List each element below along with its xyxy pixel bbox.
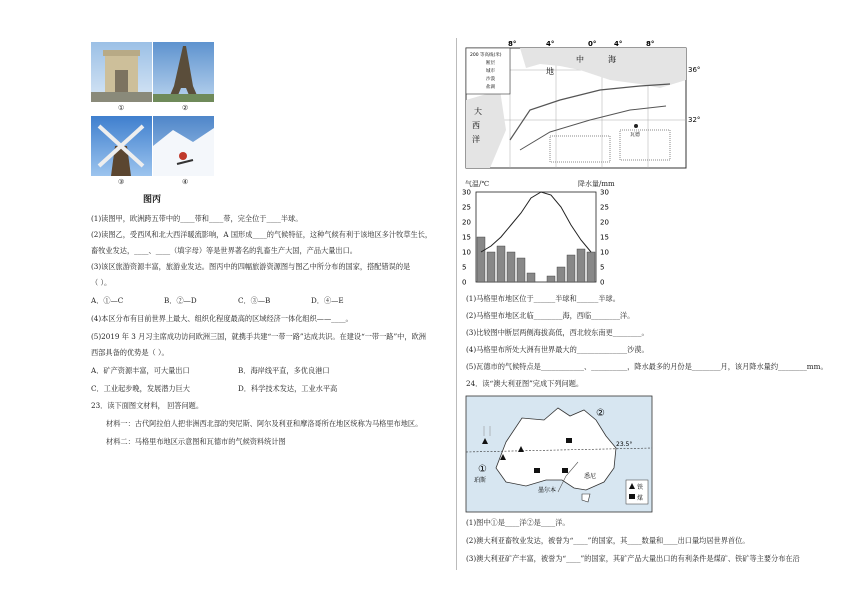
aus-ocean-1: ①: [478, 464, 487, 475]
photo-label-4: ④: [182, 178, 189, 186]
photo-label-1: ①: [118, 104, 125, 112]
precip-bar: [507, 252, 515, 282]
choice-q3-c: C．③—B: [238, 296, 271, 305]
photo-windmill: [91, 116, 152, 176]
map-lon-1: 8°: [508, 40, 517, 48]
y-tick-right: 25: [600, 203, 609, 212]
q-line-4: (3)该区旅游资源丰富，旅游业发达。图丙中的四幅旅游资源图与图乙中所分布的国家，搭配错误的是: [91, 262, 411, 271]
aus-tropic: 23.5°: [616, 441, 633, 448]
climate-chart: [460, 188, 620, 292]
q-line-5: （ ）。: [91, 278, 112, 287]
y-tick-right: 20: [600, 218, 609, 227]
precip-bar: [567, 255, 575, 282]
q24-title: 24．读“澳大利亚图”完成下列问题。: [466, 379, 584, 388]
aus-ocean-2: ②: [596, 408, 605, 419]
q23-material-2: 材料二：马格里布地区示意图和瓦德市的气候资料统计图: [106, 437, 286, 446]
precip-bar: [557, 267, 565, 282]
map-lon-3: 0°: [588, 40, 597, 48]
choice-q3-a: A．①—C: [91, 296, 124, 305]
y-tick-right: 30: [600, 188, 609, 197]
choice-q5-b: B．海岸线平直，多优良港口: [238, 366, 330, 375]
aus-legend-coal: 煤: [637, 495, 644, 502]
choice-q5-d: D．科学技术发达，工业水平高: [238, 384, 338, 393]
map-label-hai: 海: [608, 55, 616, 64]
map-label-di: 地: [546, 67, 554, 76]
aus-city-melbourne: 墨尔本: [538, 487, 557, 494]
map-label-yang: 洋: [472, 135, 480, 144]
q23-3: (3)比较图中断层两侧海拔高低，西北较东南更________。: [466, 328, 649, 337]
y-tick-left: 10: [462, 248, 471, 257]
precip-bar: [547, 276, 555, 282]
photo-eiffel-tower: [153, 42, 214, 102]
q23-title: 23．读下面图文材料， 回答问题。: [91, 401, 204, 410]
map-lat-1: 36°: [688, 66, 701, 74]
maghreb-map: [460, 40, 701, 172]
q23-material-1: 材料一：古代阿拉伯人把非洲西北部的突尼斯、阿尔及利亚和摩洛哥所在地区统称为马格里布地区。: [106, 419, 423, 428]
q-line-2: (2)读图乙，受西风和北大西洋暖流影响，A 国形成____的气候特征，这种气候有利于该地区多汁牧草生长，: [91, 230, 433, 239]
map-lon-4: 4°: [614, 40, 623, 48]
map-legend-2: 断层: [486, 61, 495, 66]
precip-bar: [477, 237, 485, 282]
column-divider: [456, 38, 457, 570]
aus-legend-iron: 铁: [637, 484, 644, 491]
y-tick-left: 0: [462, 278, 467, 287]
australia-map: [466, 396, 652, 512]
precip-bar: [497, 246, 505, 282]
figure-caption: 图丙: [143, 195, 162, 205]
map-lon-5: 8°: [646, 40, 655, 48]
photo-ski: [153, 116, 214, 176]
q-line-8: 西部具备的优势是（ ）。: [91, 348, 169, 357]
map-label-xi: 西: [472, 121, 480, 130]
choice-q3-b: B．②—D: [164, 296, 197, 305]
q24-3: (3)澳大利亚矿产丰富，被誉为“____”的国家，其矿产品大量出口的有利条件是煤矿、铁矿等主要分布在沿: [466, 554, 800, 563]
precip-bar: [587, 252, 595, 282]
q-line-6: (4)本区分布有目前世界上最大、组织化程度最高的区域经济一体化组织——____。: [91, 314, 353, 323]
y-tick-right: 15: [600, 233, 609, 242]
map-label-zhong: 中: [576, 55, 584, 64]
choice-q5-c: C．工业起步晚，发展潜力巨大: [91, 384, 190, 393]
q-line-1: (1)读图甲，欧洲跨五带中的____带和____带，完全位于____半球。: [91, 214, 303, 223]
q23-2: (2)马格里布地区北临________海，西临________洋。: [466, 311, 635, 320]
y-tick-left: 5: [462, 263, 467, 272]
q24-2: (2)澳大利亚畜牧业发达，被誉为“____”的国家，其____数量和____出口量均居世界首位。: [466, 536, 750, 545]
precip-bar: [527, 273, 535, 282]
y-tick-left: 20: [462, 218, 471, 227]
choice-q3-d: D．④—E: [311, 296, 344, 305]
photo-label-2: ②: [182, 104, 189, 112]
map-legend-5: 盐湖: [486, 85, 495, 90]
q23-1: (1)马格里布地区位于______半球和______半球。: [466, 294, 620, 303]
precip-bar: [487, 252, 495, 282]
y-tick-right: 0: [600, 278, 605, 287]
y-tick-left: 30: [462, 188, 471, 197]
y-tick-left: 25: [462, 203, 471, 212]
q-line-7: (5)2019 年 3 月习主席成功访问欧洲三国，就携手共建“一带一路”达成共识。在建设“一带一路”中，欧洲: [91, 332, 426, 341]
choice-q5-a: A．矿产资源丰富，可大量出口: [91, 366, 190, 375]
q23-5: (5)瓦德市的气候特点是____________、__________，降水最多的月份是________月，该月降水量约________mm。: [466, 362, 828, 371]
y-tick-right: 10: [600, 248, 609, 257]
aus-city-sydney: 悉尼: [584, 473, 597, 480]
chart-ylabel-right: 降水量/mm: [578, 180, 615, 188]
y-tick-right: 5: [600, 263, 605, 272]
map-lat-2: 32°: [688, 116, 701, 124]
photo-arc-de-triomphe: [91, 42, 152, 102]
map-legend-3: 城市: [486, 69, 495, 74]
chart-ylabel-left: 气温/℃: [465, 180, 490, 188]
map-legend-1: 200 等高线(米): [470, 53, 502, 58]
map-lon-2: 4°: [546, 40, 555, 48]
precip-bar: [577, 249, 585, 282]
y-tick-left: 15: [462, 233, 471, 242]
precip-bar: [517, 258, 525, 282]
map-legend-4: 沙漠: [486, 77, 495, 82]
q24-1: (1)图中①是____洋②是____洋。: [466, 518, 570, 527]
map-label-da: 大: [474, 107, 482, 116]
photo-label-3: ③: [118, 178, 125, 186]
q23-4: (4)马格里布所处大洲有世界最大的______________沙漠。: [466, 345, 649, 354]
q-line-3: 畜牧业发达，____、____（填字母）等是世界著名的乳畜生产大国，产品大量出口。: [91, 246, 357, 255]
map-label-wade: 瓦德: [630, 132, 641, 138]
aus-city-perth: 珀斯: [474, 477, 487, 484]
